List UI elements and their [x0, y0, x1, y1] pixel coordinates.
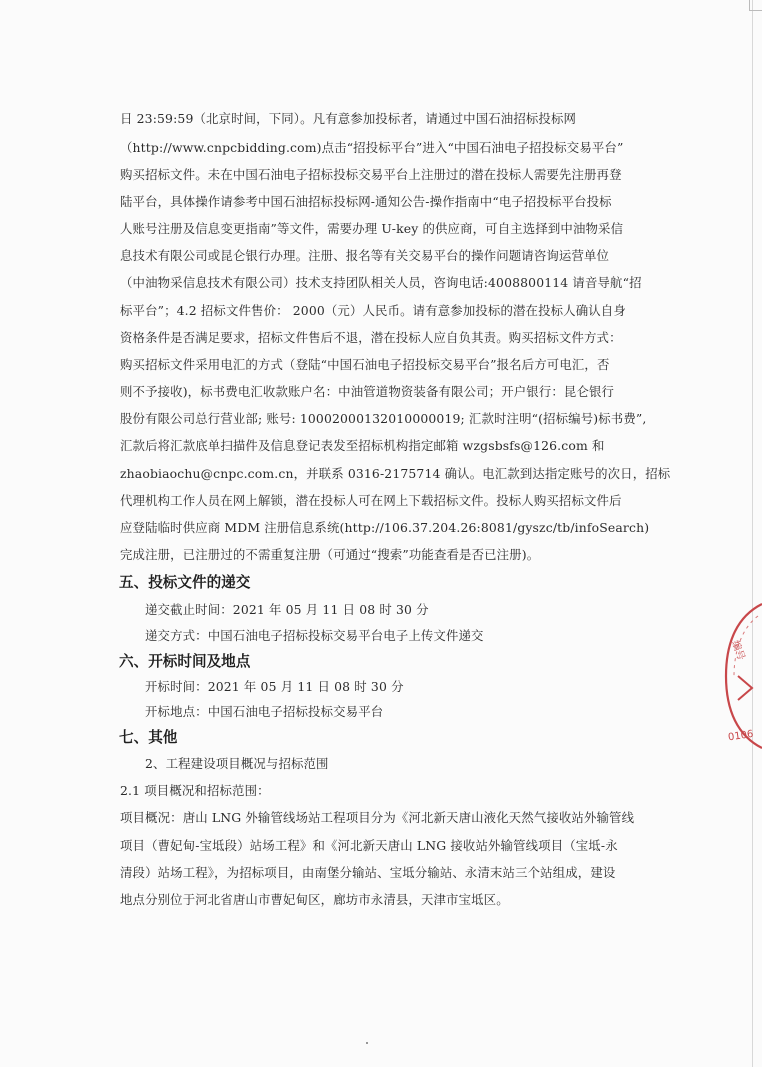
submission-deadline: 递交截止时间：2021 年 05 月 11 日 08 时 30 分 [145, 602, 429, 617]
paragraph-line: 购买招标文件采用电汇的方式（登陆“中国石油电子招投标交易平台”报名后方可电汇，否 [120, 357, 610, 372]
paragraph-line: 代理机构工作人员在网上解锁，潜在投标人可在网上下载招标文件。投标人购买招标文件后 [120, 493, 622, 508]
paragraph-line: 则不予接收)，标书费电汇收款账户名：中油管道物资装备有限公司；开户银行：昆仑银行 [120, 384, 615, 399]
section-heading-opening: 六、开标时间及地点 [119, 653, 251, 670]
seal-number: 0106 [727, 728, 755, 744]
paragraph-line: zhaobiaochu@cnpc.com.cn，并联系 0316-2175714 确认。电汇款到达指定账号的次日，招标 [120, 466, 671, 481]
overview-line: 清段）站场工程》，为招标项目，由南堡分输站、宝坻分输站、永清末站三个站组成，建设 [120, 865, 616, 880]
paragraph-line: （中油物采信息技术有限公司）技术支持团队相关人员，咨询电话:4008800114 请音导航“招 [120, 275, 642, 290]
opening-time: 开标时间：2021 年 05 月 11 日 08 时 30 分 [145, 679, 404, 694]
paragraph-line: 标平台”；4.2 招标文件售价： 2000（元）人民币。请有意参加投标的潜在投标人确认自身 [120, 303, 626, 318]
scan-speck [366, 1042, 368, 1044]
project-overview-item: 2、工程建设项目概况与招标范围 [145, 756, 329, 771]
project-overview-subheading: 2.1 项目概况和招标范围： [120, 783, 270, 798]
section-heading-submission: 五、投标文件的递交 [119, 574, 251, 591]
paragraph-line: 股份有限公司总行营业部; 账号: 1000200013201000001​9; 汇款时注明“(招标编号)标书费”, [120, 411, 647, 426]
overview-line: 项目概况：唐山 LNG 外输管线场站工程项目分为《河北新天唐山液化天然气接收站外输管线 [120, 810, 635, 825]
paragraph-line: 陆平台，具体操作请参考中国石油招标投标网-通知公告-操作指南中“电子招投标平台投标 [120, 194, 612, 209]
paragraph-line: 应登陆临时供应商 MDM 注册信息系统(http://106.37.204.26:8081/gyszc/tb/infoSearch) [120, 520, 650, 535]
paragraph-line: 日 23:59:59（北京时间，下同）。凡有意参加投标者，请通过中国石油招标投标网 [120, 111, 577, 126]
paragraph-line: 人账号注册及信息变更指南”等文件，需要办理 U-key 的供应商，可自主选择到中油物采信 [120, 221, 624, 236]
corner-fold-mark [749, 0, 762, 11]
paragraph-line: 资格条件是否满足要求，招标文件售后不退，潜在投标人应自负其责。购买招标文件方式： [120, 330, 622, 345]
page-edge-divider [752, 0, 753, 1067]
section-heading-other: 七、其他 [119, 729, 178, 746]
paragraph-line: 汇款后将汇款底单扫描件及信息登记表发至招标机构指定邮箱 wzgsbsfs@126.com 和 [120, 438, 605, 453]
paragraph-line: 完成注册，已注册过的不需重复注册（可通过“搜索”功能查看是否已注册)。 [120, 547, 540, 562]
paragraph-line: 息技术有限公司或昆仑银行办理。注册、报名等有关交易平台的操作问题请咨询运营单位 [120, 248, 610, 263]
opening-place: 开标地点：中国石油电子招标投标交易平台 [145, 704, 384, 719]
overview-line: 地点分别位于河北省唐山市曹妃甸区，廊坊市永清县，天津市宝坻区。 [120, 892, 509, 907]
paragraph-line: （http://www.cnpcbidding.com)点击“招投标平台”进入“中国石油电子招投标交易平台” [120, 140, 624, 155]
overview-line: 项目（曹妃甸-宝坻段）站场工程》和《河北新天唐山 LNG 接收站外输管线项目（宝坻-永 [120, 838, 618, 853]
submission-method: 递交方式：中国石油电子招标投标交易平台电子上传文件递交 [145, 628, 484, 643]
paragraph-line: 购买招标文件。未在中国石油电子招标投标交易平台上注册过的潜在投标人需要先注册再登 [120, 167, 622, 182]
svg-text:编号: 编号 [729, 639, 747, 662]
